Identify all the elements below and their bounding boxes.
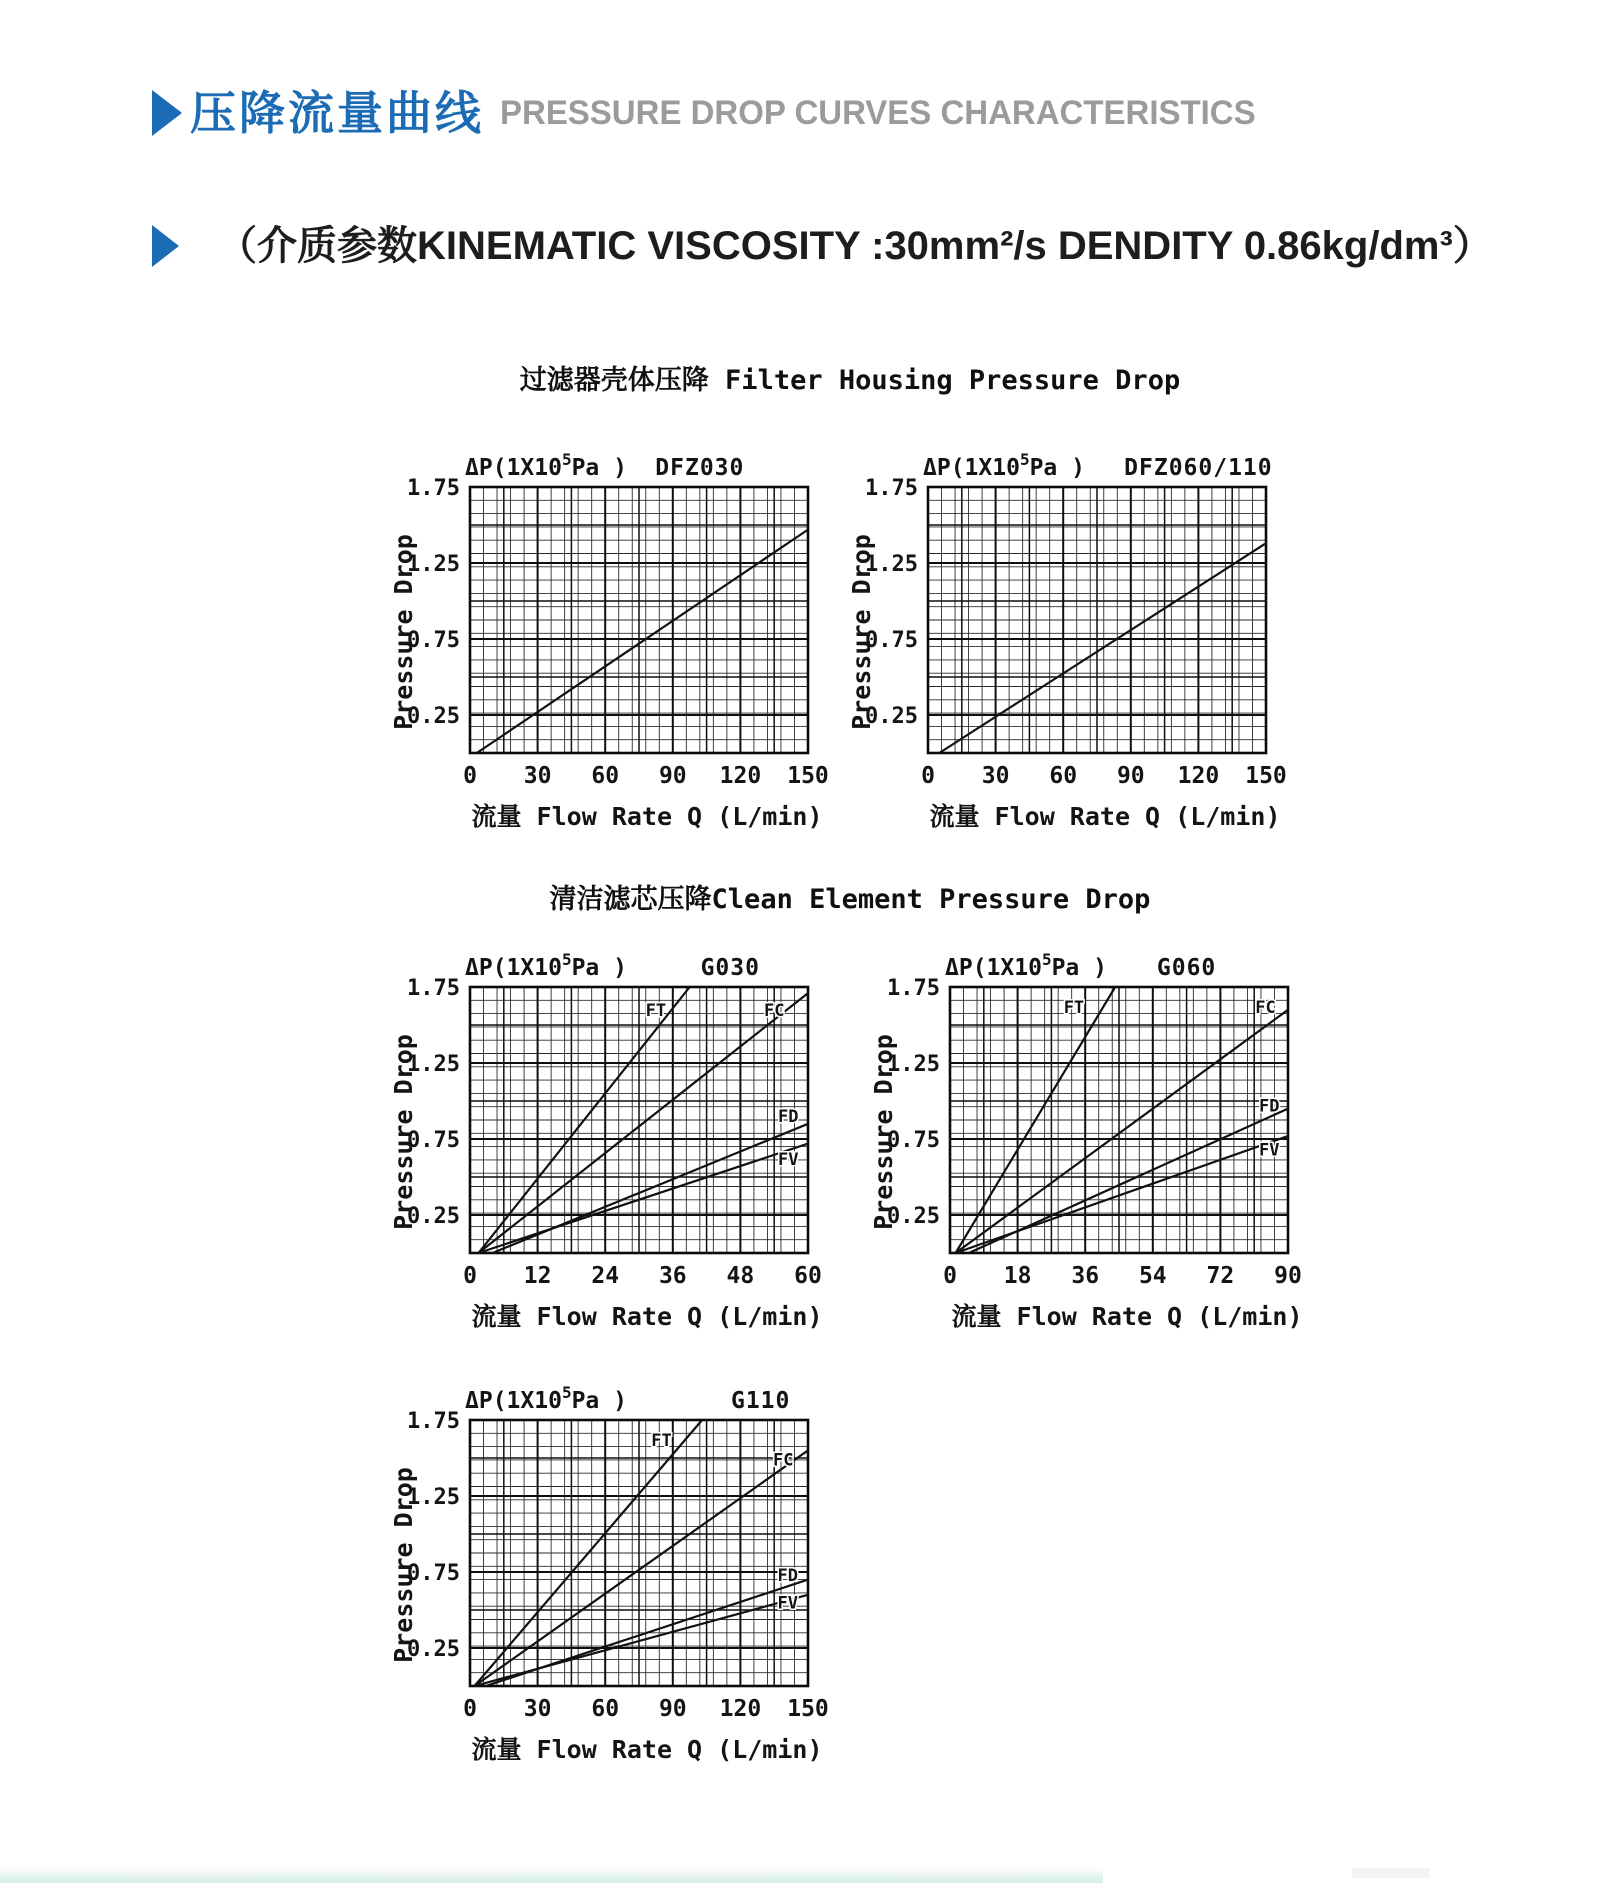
x-tick-label: 120 — [719, 1696, 762, 1722]
x-tick-label: 36 — [658, 1263, 687, 1289]
section-title-clean-element-pressure-drop: 清洁滤芯压降Clean Element Pressure Drop — [549, 884, 1151, 915]
chart-g110 — [375, 1362, 875, 1777]
footer-decoration-band — [0, 1867, 1103, 1883]
y-axis-title: Pressure Drop — [847, 534, 876, 730]
series-label-FV: FV — [1258, 1140, 1280, 1161]
x-tick-label: 150 — [787, 763, 829, 789]
delta-p-axis-label: $\Delta P(1X10^5Pa$ ) — [945, 950, 1107, 981]
delta-p-axis-label: $\Delta P(1X10^5Pa$ ) — [465, 950, 627, 981]
series-label-FD: FD — [1258, 1096, 1280, 1117]
x-tick-label: 30 — [981, 763, 1010, 789]
x-tick-label: 150 — [1245, 763, 1287, 789]
x-tick-label: 24 — [591, 1263, 620, 1289]
y-tick-label: 0.25 — [865, 704, 918, 729]
chart-g030 — [375, 929, 875, 1344]
y-tick-label: 0.75 — [407, 628, 460, 653]
x-tick-label: 48 — [726, 1263, 755, 1289]
x-tick-label: 60 — [1049, 763, 1078, 789]
x-axis-title: 流量 Flow Rate Q (L/min) — [951, 1302, 1303, 1331]
y-tick-label: 0.25 — [887, 1204, 940, 1229]
x-tick-label: 60 — [794, 1263, 822, 1289]
y-tick-label: 1.75 — [407, 976, 460, 1001]
delta-p-axis-label: $\Delta P(1X10^5Pa$ ) — [465, 1383, 627, 1414]
x-tick-label: 120 — [719, 763, 762, 789]
model-label: G110 — [730, 1388, 791, 1414]
x-tick-label: 0 — [921, 763, 935, 789]
y-tick-label: 1.75 — [407, 476, 460, 501]
model-label: DFZ030 — [655, 455, 745, 481]
x-tick-label: 90 — [1116, 763, 1145, 789]
page-title-zh: 压降流量曲线 — [190, 87, 484, 139]
section-title-housing-pressure-drop: 过滤器壳体压降 Filter Housing Pressure Drop — [519, 365, 1181, 396]
x-tick-label: 90 — [1274, 1263, 1302, 1289]
y-tick-label: 0.25 — [407, 704, 460, 729]
x-tick-label: 12 — [523, 1263, 552, 1289]
y-tick-label: 1.25 — [407, 1052, 460, 1077]
chart-svg — [833, 429, 1333, 844]
y-tick-label: 1.75 — [887, 976, 940, 1001]
y-tick-label: 0.75 — [407, 1128, 460, 1153]
page-header — [152, 87, 1279, 139]
chart-dfz060-110 — [833, 429, 1333, 844]
series-label-FV: FV — [777, 1593, 798, 1614]
series-label-FV: FV — [778, 1149, 799, 1170]
x-tick-label: 0 — [463, 1263, 477, 1289]
chart-svg — [855, 929, 1355, 1344]
series-label-FD: FD — [777, 1566, 798, 1587]
x-tick-label: 60 — [591, 763, 620, 789]
media-parameters-text: （介质参数KINEMATIC VISCOSITY :30mm²/s DENDITY 0.86kg/dm³） — [217, 224, 1493, 268]
model-label: G060 — [1156, 955, 1217, 981]
delta-p-axis-label: $\Delta P(1X10^5Pa$ ) — [465, 450, 627, 481]
series-label-FC: FC — [772, 1450, 794, 1471]
y-tick-label: 0.25 — [407, 1204, 460, 1229]
page-title-en: PRESSURE DROP CURVES CHARACTERISTICS — [500, 94, 1256, 132]
x-tick-label: 120 — [1177, 763, 1220, 789]
chart-svg — [375, 1362, 875, 1777]
x-axis-title: 流量 Flow Rate Q (L/min) — [929, 802, 1281, 831]
series-line-housing-curve — [939, 543, 1266, 753]
chart-svg — [375, 929, 875, 1344]
x-axis-title: 流量 Flow Rate Q (L/min) — [471, 802, 823, 831]
series-label-FC: FC — [1255, 997, 1276, 1018]
y-tick-label: 0.75 — [865, 628, 918, 653]
y-tick-label: 0.25 — [407, 1637, 460, 1662]
chart-g060 — [855, 929, 1355, 1344]
x-tick-label: 90 — [658, 1696, 687, 1722]
series-label-FC: FC — [763, 1000, 785, 1021]
x-tick-label: 90 — [658, 763, 687, 789]
x-tick-label: 0 — [943, 1263, 957, 1289]
y-tick-label: 1.75 — [407, 1409, 460, 1434]
y-tick-label: 1.25 — [865, 552, 918, 577]
x-tick-label: 54 — [1138, 1263, 1167, 1289]
model-label: G030 — [700, 955, 760, 981]
y-tick-label: 1.25 — [407, 552, 460, 577]
x-tick-label: 0 — [463, 763, 477, 789]
y-axis-title: Pressure Drop — [869, 1034, 898, 1230]
x-axis-title: 流量 Flow Rate Q (L/min) — [471, 1735, 823, 1764]
series-line-FV — [956, 1136, 1288, 1253]
y-axis-title: Pressure Drop — [389, 1034, 418, 1230]
footer-faint-mark — [1352, 1868, 1430, 1878]
chart-dfz030 — [375, 429, 875, 844]
x-tick-label: 30 — [523, 763, 552, 789]
series-label-FD: FD — [778, 1107, 799, 1128]
section-arrow-icon — [152, 90, 182, 136]
bullet-arrow-icon — [152, 225, 179, 267]
y-axis-title: Pressure Drop — [389, 1467, 418, 1663]
x-axis-title: 流量 Flow Rate Q (L/min) — [471, 1302, 823, 1331]
chart-svg — [375, 429, 875, 844]
y-tick-label: 1.75 — [865, 476, 918, 501]
series-label-FT: FT — [645, 1000, 667, 1021]
x-tick-label: 0 — [463, 1696, 477, 1722]
y-tick-label: 1.25 — [407, 1485, 460, 1510]
y-tick-label: 0.75 — [407, 1561, 460, 1586]
y-tick-label: 0.75 — [887, 1128, 940, 1153]
media-parameters-line — [152, 224, 1493, 268]
x-tick-label: 18 — [1003, 1263, 1032, 1289]
x-tick-label: 30 — [523, 1696, 552, 1722]
delta-p-axis-label: $\Delta P(1X10^5Pa$ ) — [923, 450, 1085, 481]
series-label-FT: FT — [651, 1430, 672, 1451]
x-tick-label: 36 — [1071, 1263, 1100, 1289]
model-label: DFZ060/110 — [1124, 455, 1273, 481]
x-tick-label: 150 — [787, 1696, 829, 1722]
x-tick-label: 60 — [591, 1696, 620, 1722]
y-tick-label: 1.25 — [887, 1052, 940, 1077]
series-label-FT: FT — [1063, 997, 1085, 1018]
x-tick-label: 72 — [1206, 1263, 1235, 1289]
y-axis-title: Pressure Drop — [389, 534, 418, 730]
